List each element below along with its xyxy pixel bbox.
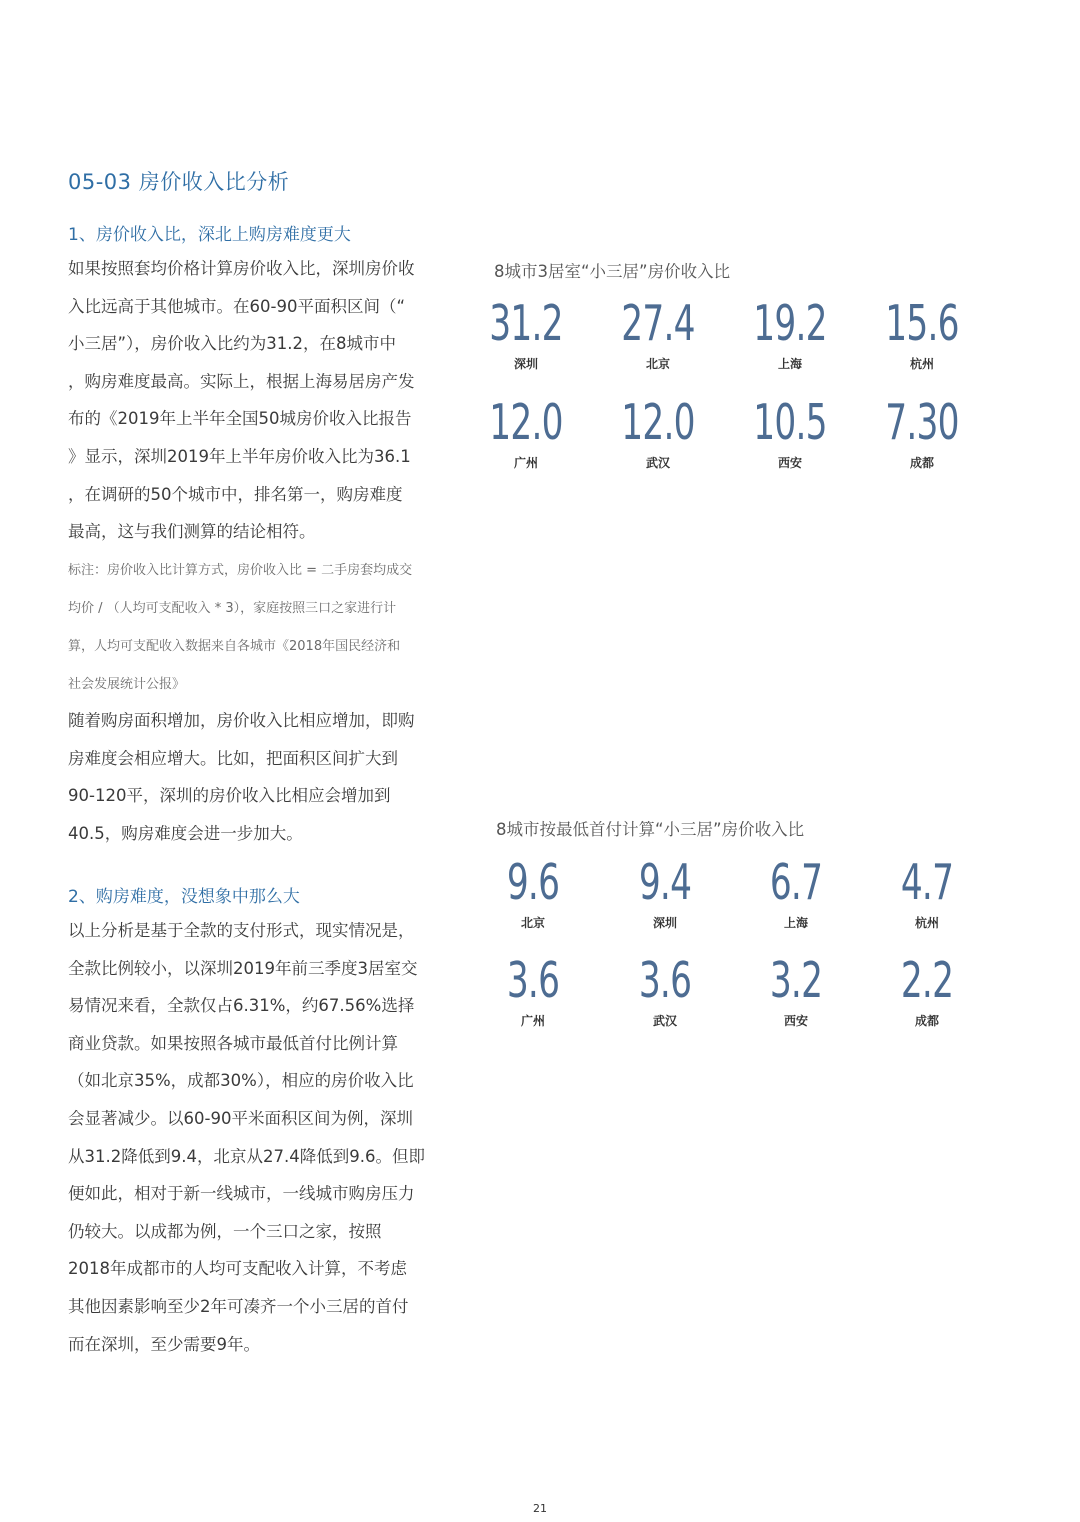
paragraph-line: 房难度会相应增大。比如，把面积区间扩大到 [68, 748, 398, 768]
note-line: 算，人均可支配收入数据来自各城市《2018年国民经济和 [68, 639, 401, 654]
stat-hangzhou [856, 295, 988, 372]
panel1-title: 8城市3居室“小三居”房价收入比 [494, 262, 731, 281]
stat-city: 深圳 [652, 916, 677, 930]
paragraph-line: 小三居”），房价收入比约为31.2，在8城市中 [68, 334, 397, 354]
stat-city: 深圳 [513, 357, 538, 371]
paragraph-line: ，购房难度最高。实际上，根据上海易居房产发 [68, 371, 415, 391]
paragraph-line: 会显著减少。以60-90平米面积区间为例，深圳 [68, 1108, 413, 1128]
stat-shanghai [724, 295, 856, 372]
stat-city: 上海 [777, 357, 802, 371]
stat-value: 3.6 [638, 952, 692, 1009]
stat-value: 12.0 [489, 394, 563, 451]
stat-guangzhou [460, 394, 592, 471]
stat-city: 广州 [520, 1014, 545, 1028]
stat-value: 2.2 [900, 952, 954, 1009]
stat-value: 15.6 [885, 295, 959, 352]
stat-wuhan [592, 394, 724, 471]
stat-city: 北京 [520, 916, 545, 930]
stat-value: 9.6 [506, 854, 560, 911]
stat-value: 3.2 [769, 952, 823, 1009]
stat-city: 成都 [909, 456, 934, 470]
stat-value: 10.5 [753, 394, 827, 451]
note-line: 均价 / （人均可支配收入 * 3），家庭按照三口之家进行计 [68, 601, 397, 616]
paragraph-line: 如果按照套均价格计算房价收入比，深圳房价收 [68, 259, 415, 278]
stat-city: 成都 [914, 1014, 939, 1028]
stat-shenzhen [460, 295, 592, 372]
stat-value: 27.4 [621, 295, 695, 352]
paragraph-line: 其他因素影响至少2年可凑齐一个小三居的首付 [68, 1296, 409, 1316]
stat-value: 3.6 [506, 952, 560, 1009]
stat-value: 31.2 [489, 295, 563, 352]
stat-chengdu [856, 394, 988, 471]
note-line: 标注：房价收入比计算方式，房价收入比 = 二手房套均成交 [68, 563, 413, 578]
stat-city: 西安 [783, 1014, 808, 1028]
paragraph-line: 最高，这与我们测算的结论相符。 [68, 522, 316, 542]
paragraph-line: 随着购房面积增加，房价收入比相应增加，即购 [68, 711, 415, 730]
stat-city: 北京 [645, 357, 670, 371]
paragraph-line: 2018年成都市的人均可支配收入计算，不考虑 [68, 1259, 407, 1279]
stat-beijing-min-down [467, 854, 599, 931]
paragraph-line: 而在深圳，至少需要9年。 [68, 1334, 260, 1354]
stat-wuhan-min-down [599, 952, 731, 1029]
paragraph-line: 从31.2降低到9.4，北京从27.4降低到9.6。但即 [68, 1146, 425, 1166]
part2-paragraph [68, 912, 448, 1363]
stat-hangzhou-min-down [861, 854, 993, 931]
stat-xian [724, 394, 856, 471]
paragraph-line: 仍较大。以成都为例，一个三口之家，按照 [68, 1221, 382, 1241]
stat-value: 6.7 [769, 854, 823, 911]
note-line: 社会发展统计公报》 [68, 677, 186, 692]
stat-city: 武汉 [645, 456, 670, 470]
paragraph-line: 入比远高于其他城市。在60-90平面积区间（“ [68, 296, 405, 316]
stat-xian-min-down [730, 952, 862, 1029]
paragraph-line: 以上分析是基于全款的支付形式，现实情况是， [68, 921, 415, 940]
stat-value: 7.30 [885, 394, 959, 451]
stat-city: 杭州 [909, 357, 934, 371]
stat-value: 12.0 [621, 394, 695, 451]
panel2-title: 8城市按最低首付计算“小三居”房价收入比 [496, 820, 805, 839]
part1-heading: 1、房价收入比，深北上购房难度更大 [68, 225, 351, 245]
paragraph-line: 全款比例较小，以深圳2019年前三季度3居室交 [68, 958, 418, 978]
stat-city: 广州 [513, 456, 538, 470]
stat-shenzhen-min-down [599, 854, 731, 931]
stat-value: 19.2 [753, 295, 827, 352]
paragraph-line: 40.5，购房难度会进一步加大。 [68, 823, 303, 843]
paragraph-line: 90-120平，深圳的房价收入比相应会增加到 [68, 786, 391, 806]
stat-city: 武汉 [652, 1014, 677, 1028]
paragraph-line: 布的《2019年上半年全国50城房价收入比报告 [68, 409, 412, 429]
calculation-note [68, 552, 448, 704]
stat-beijing [592, 295, 724, 372]
paragraph-line: ，在调研的50个城市中，排名第一，购房难度 [68, 484, 403, 504]
page-number: 21 [533, 1502, 547, 1515]
stat-city: 西安 [777, 456, 802, 470]
stat-value: 9.4 [638, 854, 692, 911]
section-title: 05-03 房价收入比分析 [68, 170, 290, 194]
stat-shanghai-min-down [730, 854, 862, 931]
part1-paragraph2 [68, 702, 448, 852]
stat-city: 上海 [783, 916, 808, 930]
stat-chengdu-min-down [861, 952, 993, 1029]
paragraph-line: 》显示，深圳2019年上半年房价收入比为36.1 [68, 446, 411, 466]
stat-guangzhou-min-down [467, 952, 599, 1029]
part1-paragraph1 [68, 250, 448, 551]
paragraph-line: （如北京35%，成都30%），相应的房价收入比 [68, 1071, 414, 1091]
stat-value: 4.7 [900, 854, 954, 911]
paragraph-line: 易情况来看，全款仅占6.31%，约67.56%选择 [68, 996, 415, 1016]
paragraph-line: 便如此，相对于新一线城市，一线城市购房压力 [68, 1184, 415, 1204]
stat-city: 杭州 [914, 916, 939, 930]
part2-heading: 2、购房难度，没想象中那么大 [68, 887, 300, 907]
paragraph-line: 商业贷款。如果按照各城市最低首付比例计算 [68, 1033, 398, 1053]
